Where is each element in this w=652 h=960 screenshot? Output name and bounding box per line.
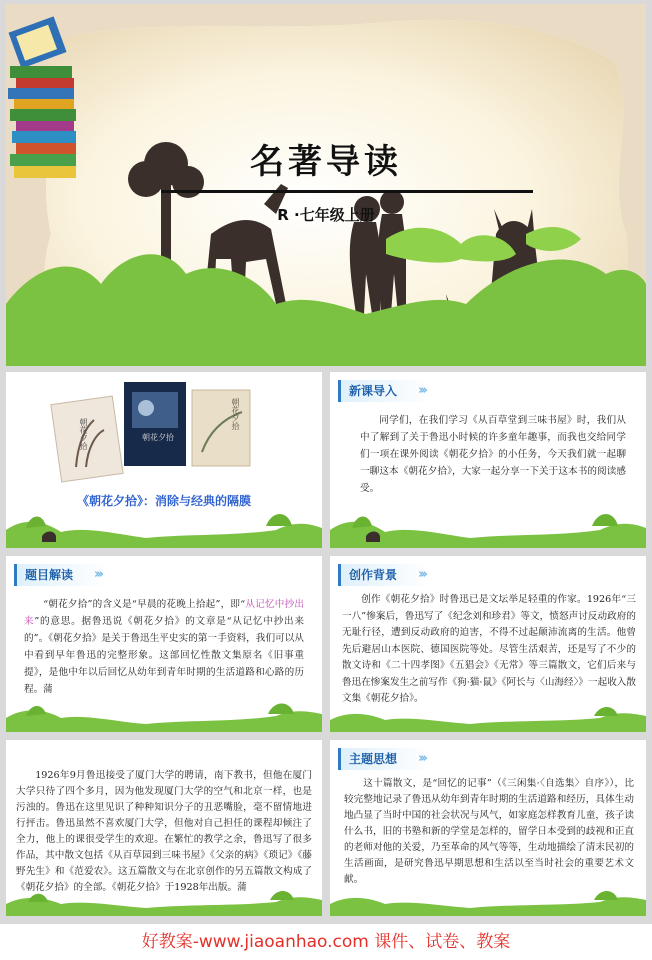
background-text: 创作《朝花夕拾》时鲁迅已是文坛举足轻重的作家。1926年“三一八”惨案后，鲁迅写了《纪念刘和珍君》等文，愤怒声讨反动政府的无耻行径，遭到反动政府的迫害，不得不过起颠沛流离的生活。他曾先后避居山本医院、德国医院等处。尽管生活艰苦，还是写了不少的散文诗和《二十四孝图》《五猖会》《无常》等三篇散文，它们后来与鲁迅在惨案发生之前写作《狗·猫·鼠》《阿长与〈山海经〉》一起收入散文集《朝花夕拾》。 bbox=[342, 594, 636, 704]
theme-slide bbox=[330, 740, 646, 916]
grass-decoration bbox=[330, 886, 646, 916]
title-explain-text bbox=[24, 596, 304, 698]
new-lesson-text: 同学们，在我们学习《从百草堂到三味书屋》时，我们从中了解到了关于鲁迅小时候的许多童年趣事，而我也交给同学们一项在课外阅读《朝花夕拾》的小任务，今天我们就一起聊一聊这本《朝花夕拾》，大家一起分享一下关于这本书的阅读感受。 bbox=[360, 415, 626, 494]
footer-watermark: 好教案-www.jiaoanhao.com 课件、试卷、教案 bbox=[0, 924, 652, 960]
book-spine-1: 朝花夕拾 bbox=[79, 418, 88, 450]
new-lesson-slide bbox=[330, 372, 646, 548]
chevron-icon: ››› bbox=[417, 751, 426, 766]
grass-decoration bbox=[6, 886, 322, 916]
title-illustration bbox=[6, 4, 646, 366]
section-tag-label: 新课导入 bbox=[349, 384, 398, 398]
section-tag-background bbox=[338, 564, 431, 586]
background-slide bbox=[330, 556, 646, 732]
slide-subtitle: R ·七年级上册 bbox=[277, 206, 375, 224]
theme-text: 这十篇散文，是“回忆的记事”（《三闲集·〈自选集〉自序》），比较完整地记录了鲁迅从幼年到青年时期的生活道路和经历，具体生动地凸显了当时中国的社会状况与风气，如家庭怎样教育儿童，孩子读什么书，旧的书塾和新的学堂是怎样的，留学日本受到的歧视和正直的老师对他的关爱，乃至革命的风气等等，生动地描绘了清末民初的生活画面，是研究鲁迅早期思想和生活以至当时社会的重要艺术文献。 bbox=[344, 778, 634, 885]
grass-decoration bbox=[330, 702, 646, 732]
grass-decoration bbox=[330, 508, 646, 548]
section-tag-new-lesson bbox=[338, 380, 431, 402]
section-tag-label: 创作背景 bbox=[349, 568, 398, 582]
chevron-icon: ››› bbox=[93, 567, 102, 582]
chevron-icon: ››› bbox=[417, 383, 426, 398]
book-spine-3: 朝花夕拾 bbox=[231, 398, 240, 430]
section-tag-theme bbox=[338, 748, 431, 770]
intro-caption: 《朝花夕拾》：消除与经典的隔膜 bbox=[76, 494, 251, 508]
section-tag-title-explain bbox=[14, 564, 107, 586]
xiamen-text: 1926年9月鲁迅接受了厦门大学的聘请，南下教书，但他在厦门大学只待了四个多月，因为他发现厦门大学的空气和北京一样，也是污浊的。鲁迅在这里见识了种种知识分子的丑恶嘴脸，毫不留情地进行抨击。鲁迅虽然不喜欢厦门大学，但他对自己担任的课程却倾注了全力，他上的课很受学生的欢迎。在繁忙的教学之余，鲁迅写了很多作品，其中散文包括《从百草园到三味书屋》《父亲的病》《琐记》《藤野先生》和《范爱农》。这五篇散文与在北京创作的另五篇散文构成了《朝花夕拾》的全部。《朝花夕拾》于1928年出版。蒲 bbox=[16, 770, 312, 893]
title-slide bbox=[6, 4, 646, 366]
section-tag-label: 主题思想 bbox=[349, 752, 398, 766]
grass-decoration bbox=[6, 508, 322, 548]
highlight-text: 从记忆中抄出来 bbox=[24, 599, 304, 627]
slide-title: 名著导读 bbox=[250, 142, 402, 182]
xiamen-slide bbox=[6, 740, 322, 916]
title-explain-slide bbox=[6, 556, 322, 732]
chevron-icon: ››› bbox=[417, 567, 426, 582]
section-tag-label: 题目解读 bbox=[25, 568, 74, 582]
title-underline bbox=[161, 190, 533, 193]
book-spine-2: 朝花夕拾 bbox=[142, 433, 174, 442]
intro-slide bbox=[6, 372, 322, 548]
grass-decoration bbox=[6, 698, 322, 732]
title-explain-text-a: “朝花夕拾”的含义是“早晨的花晚上拾起”，即“ bbox=[43, 599, 246, 610]
title-explain-text-b: ”的意思。据鲁迅说《朝花夕拾》的文章是“从记忆中抄出来的”。《朝花夕拾》是关于鲁迅生平史实的第一手资料，我们可以从中看到早年鲁迅的完整形象。这部回忆性散文集原名《旧事重提》，是他中年以后回忆从幼年到青年时期的生活道路和心路的历程。蒲 bbox=[24, 616, 305, 695]
